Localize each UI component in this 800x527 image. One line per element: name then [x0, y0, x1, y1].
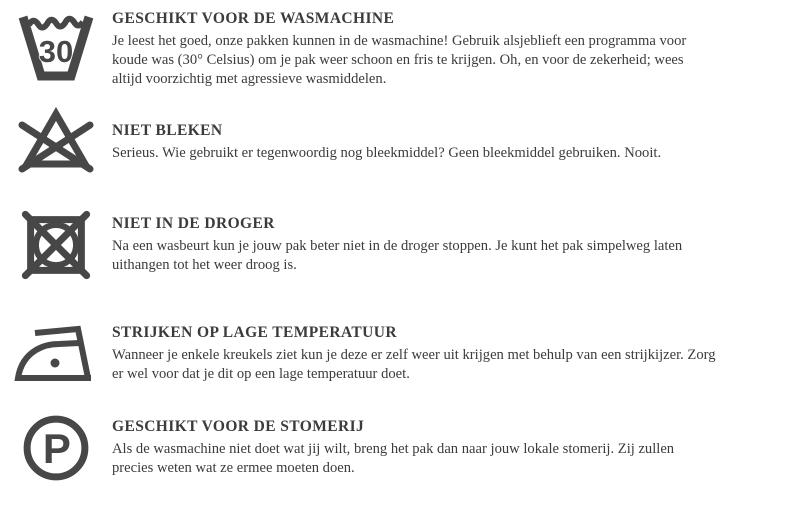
- section-text: [112, 215, 716, 275]
- no-tumble-dry-icon: [0, 210, 112, 280]
- iron-low-temperature-icon: [0, 324, 112, 384]
- dry-clean-p-icon: [0, 413, 112, 483]
- section-body: Serieus. Wie gebruikt er tegenwoordig nog bleekmiddel? Geen bleekmiddel gebruiken. Nooit.: [112, 144, 662, 161]
- section-text: [112, 418, 716, 478]
- section-niet-in-droger: [0, 210, 800, 280]
- section-title: GESCHIKT VOOR DE WASMACHINE: [112, 10, 395, 27]
- section-body: Je leest het goed, onze pakken kunnen in de wasmachine! Gebruik alsjeblieft een programma voor koude was (30° Celsius) om je pak weer schoon en fris te krijgen. Oh, en voor de zekerheid; wees altijd voorzichtig met agressieve wasmiddelen.: [112, 33, 687, 87]
- wash-temperature-label: 30: [38, 34, 74, 69]
- section-wasmachine: [0, 10, 800, 89]
- section-title: NIET IN DE DROGER: [112, 215, 275, 232]
- section-stomerij: [0, 413, 800, 483]
- no-bleach-icon: [0, 106, 112, 178]
- section-body: Na een wasbeurt kun je jouw pak beter niet in de droger stoppen. Je kunt het pak simpelweg laten uithangen tot het weer droog is.: [112, 238, 683, 273]
- section-text: [112, 10, 716, 89]
- section-body: Als de wasmachine niet doet wat jij wilt, breng het pak dan naar jouw lokale stomerij. Zij zullen precies weten wat ze ermee moeten doen.: [112, 441, 675, 476]
- dry-clean-letter: P: [42, 424, 71, 472]
- section-text: [112, 324, 716, 384]
- section-title: GESCHIKT VOOR DE STOMERIJ: [112, 418, 365, 435]
- section-body: Wanneer je enkele kreukels ziet kun je deze er zelf weer uit krijgen met behulp van een strijkijzer. Zorg er wel voor dat je dit op een lage temperatuur doet.: [112, 346, 716, 382]
- section-niet-bleken: [0, 106, 800, 178]
- section-title: STRIJKEN OP LAGE TEMPERATUUR: [112, 323, 397, 341]
- section-strijken: [0, 323, 800, 384]
- section-title: NIET BLEKEN: [112, 121, 223, 139]
- section-text: [112, 122, 716, 163]
- wash-30-icon: [0, 10, 112, 84]
